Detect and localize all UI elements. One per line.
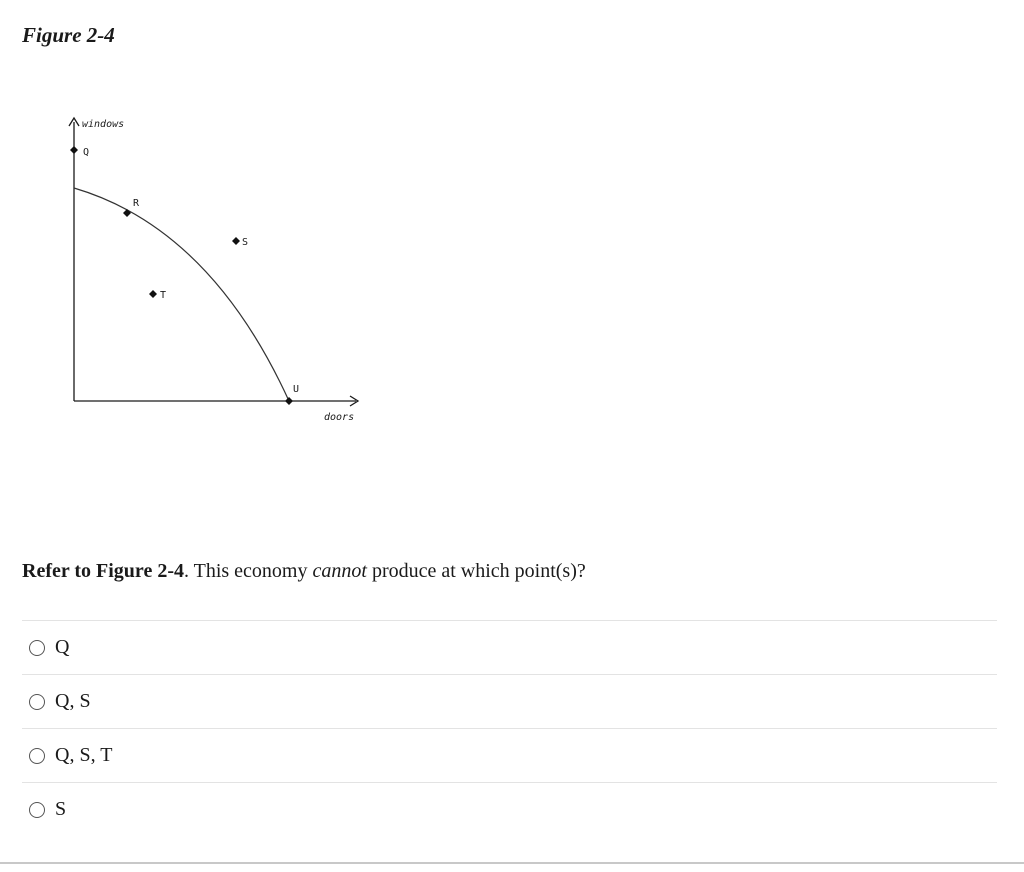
radio-button[interactable] (29, 694, 45, 710)
option-label: S (55, 798, 67, 820)
figure-caption: Figure 2-4 (22, 23, 115, 47)
point-r-marker (123, 209, 131, 217)
option-label: Q, S, T (55, 744, 113, 766)
option-label: Q, S (55, 690, 91, 712)
point-u-label: U (293, 384, 300, 395)
answer-option[interactable] (22, 674, 997, 728)
question-text (22, 560, 586, 583)
point-r-label: R (133, 198, 140, 209)
answer-options (22, 620, 997, 836)
point-t-label: T (160, 290, 167, 301)
point-t-marker (149, 290, 157, 298)
answer-option[interactable] (22, 728, 997, 782)
ppf-figure (60, 108, 370, 430)
x-axis-label: doors (324, 412, 355, 423)
question-figure-ref: Refer to Figure 2-4 (22, 560, 184, 582)
question-text-after: produce at which point(s)? (366, 560, 586, 582)
option-label: Q (55, 636, 70, 658)
question-text-before: . This economy (183, 560, 313, 582)
radio-button[interactable] (29, 748, 45, 764)
radio-button[interactable] (29, 640, 45, 656)
bottom-divider (0, 862, 1024, 864)
point-q-label: Q (83, 147, 90, 158)
ppf-curve (74, 188, 289, 401)
point-u-marker (285, 397, 293, 405)
answer-option[interactable] (22, 782, 997, 836)
answer-option[interactable] (22, 620, 997, 674)
question-emphasis: cannot (312, 560, 367, 582)
point-s-marker (232, 237, 240, 245)
point-s-label: S (242, 237, 249, 248)
radio-button[interactable] (29, 802, 45, 818)
point-q-marker (70, 146, 78, 154)
y-axis-label: windows (82, 119, 125, 130)
